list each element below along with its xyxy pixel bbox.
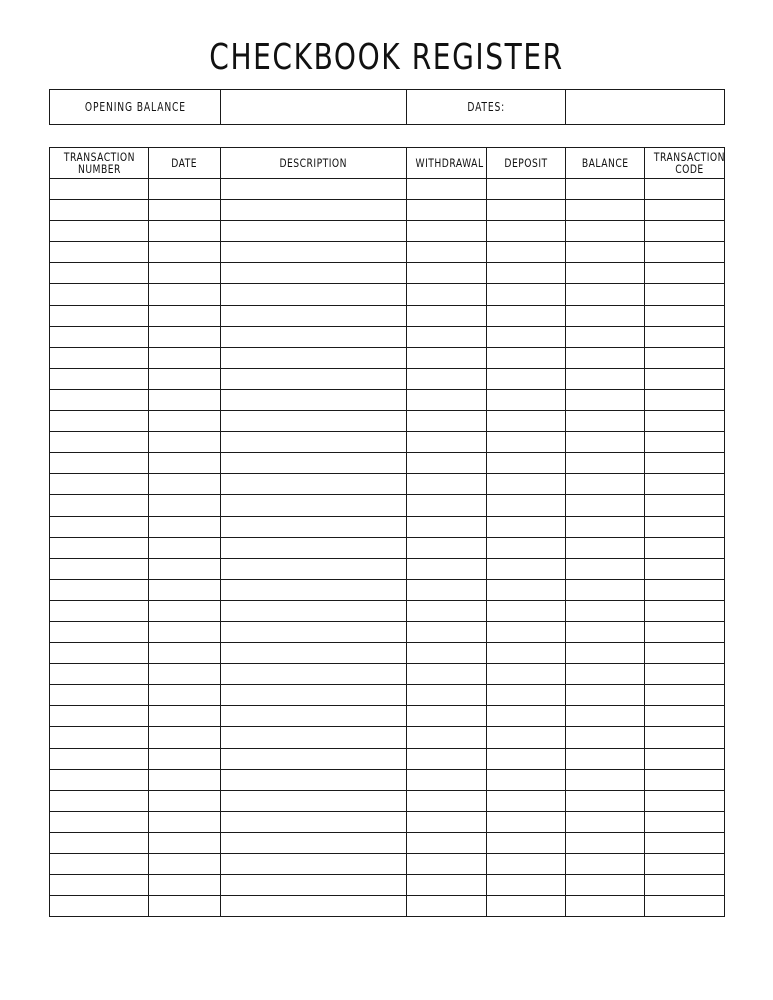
balance-cell[interactable] [566,896,645,917]
column-header-description: DESCRIPTION [221,148,407,179]
date-cell[interactable] [149,875,221,896]
description-cell[interactable] [221,558,407,579]
deposit-cell[interactable] [487,875,566,896]
balance-cell[interactable] [566,643,645,664]
withdrawal-cell[interactable] [407,453,487,474]
balance-cell[interactable] [566,790,645,811]
table-row [50,558,725,579]
date-cell[interactable] [149,790,221,811]
description-cell[interactable] [221,643,407,664]
transaction-number-cell[interactable] [50,221,149,242]
withdrawal-cell[interactable] [407,896,487,917]
withdrawal-cell[interactable] [407,179,487,200]
balance-cell[interactable] [566,558,645,579]
date-cell[interactable] [149,411,221,432]
balance-cell[interactable] [566,242,645,263]
table-row [50,347,725,368]
table-row [50,474,725,495]
table-row [50,305,725,326]
dates-label-cell [407,90,566,125]
date-cell[interactable] [149,896,221,917]
description-cell[interactable] [221,769,407,790]
transaction-number-cell[interactable] [50,769,149,790]
date-cell[interactable] [149,769,221,790]
deposit-cell[interactable] [487,811,566,832]
transaction-code-cell[interactable] [645,854,725,875]
balance-cell[interactable] [566,600,645,621]
withdrawal-cell[interactable] [407,284,487,305]
transaction-code-cell[interactable] [645,200,725,221]
description-cell[interactable] [221,854,407,875]
withdrawal-cell[interactable] [407,832,487,853]
balance-cell[interactable] [566,727,645,748]
balance-cell[interactable] [566,685,645,706]
column-header-balance: BALANCE [566,148,645,179]
table-row [50,832,725,853]
table-row [50,326,725,347]
withdrawal-cell[interactable] [407,537,487,558]
description-cell[interactable] [221,896,407,917]
withdrawal-cell[interactable] [407,411,487,432]
table-row [50,896,725,917]
column-header-transaction-code: TRANSACTION CODE [645,148,725,179]
transaction-number-cell[interactable] [50,727,149,748]
transaction-number-cell[interactable] [50,284,149,305]
register-table [49,147,725,917]
transaction-code-cell[interactable] [645,748,725,769]
deposit-cell[interactable] [487,389,566,410]
withdrawal-cell[interactable] [407,263,487,284]
transaction-code-cell[interactable] [645,516,725,537]
transaction-number-cell[interactable] [50,685,149,706]
transaction-code-cell[interactable] [645,621,725,642]
description-cell[interactable] [221,875,407,896]
description-cell[interactable] [221,600,407,621]
transaction-code-cell[interactable] [645,284,725,305]
transaction-number-cell[interactable] [50,368,149,389]
table-row [50,600,725,621]
transaction-code-cell[interactable] [645,811,725,832]
description-cell[interactable] [221,811,407,832]
withdrawal-cell[interactable] [407,221,487,242]
table-row [50,706,725,727]
deposit-cell[interactable] [487,685,566,706]
deposit-cell[interactable] [487,706,566,727]
opening-balance-row [50,90,725,125]
table-row [50,727,725,748]
transaction-number-cell[interactable] [50,643,149,664]
balance-cell[interactable] [566,621,645,642]
balance-cell[interactable] [566,326,645,347]
date-cell[interactable] [149,643,221,664]
description-cell[interactable] [221,432,407,453]
transaction-code-cell[interactable] [645,727,725,748]
transaction-code-cell[interactable] [645,706,725,727]
transaction-number-cell[interactable] [50,854,149,875]
deposit-cell[interactable] [487,221,566,242]
balance-cell[interactable] [566,537,645,558]
withdrawal-cell[interactable] [407,347,487,368]
transaction-number-cell[interactable] [50,600,149,621]
date-cell[interactable] [149,305,221,326]
withdrawal-cell[interactable] [407,854,487,875]
table-row [50,263,725,284]
withdrawal-cell[interactable] [407,516,487,537]
balance-cell[interactable] [566,368,645,389]
balance-cell[interactable] [566,411,645,432]
balance-cell[interactable] [566,347,645,368]
transaction-number-cell[interactable] [50,347,149,368]
transaction-code-cell[interactable] [645,179,725,200]
balance-cell[interactable] [566,811,645,832]
description-cell[interactable] [221,727,407,748]
transaction-code-cell[interactable] [645,685,725,706]
deposit-cell[interactable] [487,854,566,875]
register-body [50,179,725,917]
date-cell[interactable] [149,832,221,853]
transaction-code-cell[interactable] [645,495,725,516]
deposit-cell[interactable] [487,495,566,516]
withdrawal-cell[interactable] [407,579,487,600]
deposit-cell[interactable] [487,579,566,600]
date-cell[interactable] [149,200,221,221]
date-cell[interactable] [149,579,221,600]
table-row [50,621,725,642]
transaction-code-cell[interactable] [645,368,725,389]
table-row [50,179,725,200]
date-cell[interactable] [149,706,221,727]
balance-cell[interactable] [566,453,645,474]
description-cell[interactable] [221,179,407,200]
deposit-cell[interactable] [487,200,566,221]
table-row [50,875,725,896]
withdrawal-cell[interactable] [407,200,487,221]
date-cell[interactable] [149,453,221,474]
transaction-number-cell[interactable] [50,242,149,263]
date-cell[interactable] [149,685,221,706]
transaction-number-cell[interactable] [50,664,149,685]
description-cell[interactable] [221,664,407,685]
table-row [50,769,725,790]
transaction-number-cell[interactable] [50,453,149,474]
dates-label: DATES: [467,100,505,114]
transaction-code-cell[interactable] [645,242,725,263]
description-cell[interactable] [221,790,407,811]
description-cell[interactable] [221,221,407,242]
date-cell[interactable] [149,621,221,642]
description-cell[interactable] [221,453,407,474]
balance-cell[interactable] [566,664,645,685]
description-cell[interactable] [221,389,407,410]
transaction-number-cell[interactable] [50,179,149,200]
date-cell[interactable] [149,727,221,748]
deposit-cell[interactable] [487,727,566,748]
description-cell[interactable] [221,305,407,326]
deposit-cell[interactable] [487,558,566,579]
withdrawal-cell[interactable] [407,790,487,811]
transaction-number-cell[interactable] [50,432,149,453]
transaction-number-cell[interactable] [50,305,149,326]
deposit-cell[interactable] [487,179,566,200]
transaction-code-cell[interactable] [645,600,725,621]
table-row [50,200,725,221]
date-cell[interactable] [149,284,221,305]
opening-balance-field[interactable] [221,90,407,125]
date-cell[interactable] [149,432,221,453]
withdrawal-cell[interactable] [407,811,487,832]
transaction-number-cell[interactable] [50,474,149,495]
transaction-code-cell[interactable] [645,411,725,432]
withdrawal-cell[interactable] [407,769,487,790]
transaction-code-cell[interactable] [645,263,725,284]
deposit-cell[interactable] [487,242,566,263]
deposit-cell[interactable] [487,326,566,347]
description-cell[interactable] [221,200,407,221]
description-cell[interactable] [221,537,407,558]
transaction-code-cell[interactable] [645,769,725,790]
column-header-deposit: DEPOSIT [487,148,566,179]
transaction-number-cell[interactable] [50,537,149,558]
opening-balance-label: OPENING BALANCE [84,100,186,114]
table-row [50,453,725,474]
transaction-code-cell[interactable] [645,643,725,664]
transaction-code-cell[interactable] [645,326,725,347]
withdrawal-cell[interactable] [407,875,487,896]
date-cell[interactable] [149,537,221,558]
withdrawal-cell[interactable] [407,305,487,326]
description-cell[interactable] [221,579,407,600]
transaction-number-cell[interactable] [50,579,149,600]
withdrawal-cell[interactable] [407,474,487,495]
description-cell[interactable] [221,685,407,706]
column-header-withdrawal: WITHDRAWAL [407,148,487,179]
description-cell[interactable] [221,706,407,727]
transaction-number-cell[interactable] [50,558,149,579]
table-row [50,242,725,263]
deposit-cell[interactable] [487,432,566,453]
deposit-cell[interactable] [487,621,566,642]
withdrawal-cell[interactable] [407,685,487,706]
table-row [50,411,725,432]
transaction-code-cell[interactable] [645,453,725,474]
description-cell[interactable] [221,326,407,347]
date-cell[interactable] [149,347,221,368]
transaction-number-cell[interactable] [50,516,149,537]
description-cell[interactable] [221,411,407,432]
date-cell[interactable] [149,664,221,685]
table-row [50,579,725,600]
description-cell[interactable] [221,474,407,495]
withdrawal-cell[interactable] [407,664,487,685]
date-cell[interactable] [149,368,221,389]
table-row [50,221,725,242]
balance-cell[interactable] [566,579,645,600]
register-header-row [50,148,725,179]
deposit-cell[interactable] [487,305,566,326]
transaction-code-cell[interactable] [645,558,725,579]
balance-cell[interactable] [566,516,645,537]
table-row [50,495,725,516]
date-cell[interactable] [149,326,221,347]
table-row [50,664,725,685]
opening-balance-label-cell [50,90,221,125]
transaction-number-cell[interactable] [50,811,149,832]
deposit-cell[interactable] [487,516,566,537]
description-cell[interactable] [221,621,407,642]
withdrawal-cell[interactable] [407,748,487,769]
transaction-code-cell[interactable] [645,664,725,685]
table-row [50,432,725,453]
date-cell[interactable] [149,263,221,284]
transaction-number-cell[interactable] [50,621,149,642]
withdrawal-cell[interactable] [407,326,487,347]
deposit-cell[interactable] [487,411,566,432]
transaction-number-cell[interactable] [50,832,149,853]
description-cell[interactable] [221,242,407,263]
balance-cell[interactable] [566,389,645,410]
description-cell[interactable] [221,748,407,769]
date-cell[interactable] [149,748,221,769]
withdrawal-cell[interactable] [407,368,487,389]
deposit-cell[interactable] [487,769,566,790]
balance-cell[interactable] [566,200,645,221]
opening-balance-table [49,89,725,125]
date-cell[interactable] [149,516,221,537]
deposit-cell[interactable] [487,537,566,558]
table-row [50,284,725,305]
table-row [50,854,725,875]
transaction-code-cell[interactable] [645,305,725,326]
transaction-code-cell[interactable] [645,347,725,368]
balance-cell[interactable] [566,706,645,727]
deposit-cell[interactable] [487,664,566,685]
withdrawal-cell[interactable] [407,643,487,664]
withdrawal-cell[interactable] [407,495,487,516]
date-cell[interactable] [149,179,221,200]
balance-cell[interactable] [566,263,645,284]
transaction-number-cell[interactable] [50,896,149,917]
transaction-number-cell[interactable] [50,326,149,347]
description-cell[interactable] [221,284,407,305]
date-cell[interactable] [149,811,221,832]
table-row [50,685,725,706]
date-cell[interactable] [149,474,221,495]
transaction-code-cell[interactable] [645,790,725,811]
transaction-number-cell[interactable] [50,875,149,896]
deposit-cell[interactable] [487,347,566,368]
balance-cell[interactable] [566,875,645,896]
balance-cell[interactable] [566,748,645,769]
transaction-code-cell[interactable] [645,896,725,917]
table-row [50,748,725,769]
transaction-code-cell[interactable] [645,432,725,453]
transaction-code-cell[interactable] [645,389,725,410]
date-cell[interactable] [149,495,221,516]
description-cell[interactable] [221,832,407,853]
date-cell[interactable] [149,600,221,621]
balance-cell[interactable] [566,305,645,326]
balance-cell[interactable] [566,474,645,495]
date-cell[interactable] [149,854,221,875]
transaction-code-cell[interactable] [645,832,725,853]
table-row [50,811,725,832]
description-cell[interactable] [221,516,407,537]
deposit-cell[interactable] [487,748,566,769]
withdrawal-cell[interactable] [407,432,487,453]
table-row [50,389,725,410]
date-cell[interactable] [149,221,221,242]
deposit-cell[interactable] [487,832,566,853]
balance-cell[interactable] [566,495,645,516]
description-cell[interactable] [221,495,407,516]
date-cell[interactable] [149,558,221,579]
transaction-number-cell[interactable] [50,748,149,769]
balance-cell[interactable] [566,221,645,242]
balance-cell[interactable] [566,832,645,853]
description-cell[interactable] [221,263,407,284]
deposit-cell[interactable] [487,368,566,389]
deposit-cell[interactable] [487,474,566,495]
page-title: CHECKBOOK REGISTER [209,37,564,78]
description-cell[interactable] [221,347,407,368]
deposit-cell[interactable] [487,263,566,284]
transaction-number-cell[interactable] [50,389,149,410]
transaction-code-cell[interactable] [645,875,725,896]
withdrawal-cell[interactable] [407,558,487,579]
date-cell[interactable] [149,242,221,263]
balance-cell[interactable] [566,769,645,790]
deposit-cell[interactable] [487,790,566,811]
column-header-date: DATE [149,148,221,179]
transaction-number-cell[interactable] [50,200,149,221]
withdrawal-cell[interactable] [407,706,487,727]
balance-cell[interactable] [566,432,645,453]
table-row [50,790,725,811]
withdrawal-cell[interactable] [407,242,487,263]
column-header-transaction-number: TRANSACTION NUMBER [50,148,149,179]
transaction-number-cell[interactable] [50,411,149,432]
transaction-number-cell[interactable] [50,790,149,811]
transaction-code-cell[interactable] [645,537,725,558]
date-cell[interactable] [149,389,221,410]
balance-cell[interactable] [566,854,645,875]
withdrawal-cell[interactable] [407,600,487,621]
deposit-cell[interactable] [487,284,566,305]
transaction-number-cell[interactable] [50,706,149,727]
withdrawal-cell[interactable] [407,389,487,410]
deposit-cell[interactable] [487,643,566,664]
transaction-code-cell[interactable] [645,579,725,600]
withdrawal-cell[interactable] [407,727,487,748]
transaction-number-cell[interactable] [50,495,149,516]
table-row [50,537,725,558]
balance-cell[interactable] [566,284,645,305]
description-cell[interactable] [221,368,407,389]
transaction-code-cell[interactable] [645,474,725,495]
deposit-cell[interactable] [487,453,566,474]
deposit-cell[interactable] [487,896,566,917]
balance-cell[interactable] [566,179,645,200]
table-row [50,643,725,664]
withdrawal-cell[interactable] [407,621,487,642]
table-row [50,516,725,537]
dates-field[interactable] [566,90,725,125]
transaction-code-cell[interactable] [645,221,725,242]
table-row [50,368,725,389]
deposit-cell[interactable] [487,600,566,621]
transaction-number-cell[interactable] [50,263,149,284]
